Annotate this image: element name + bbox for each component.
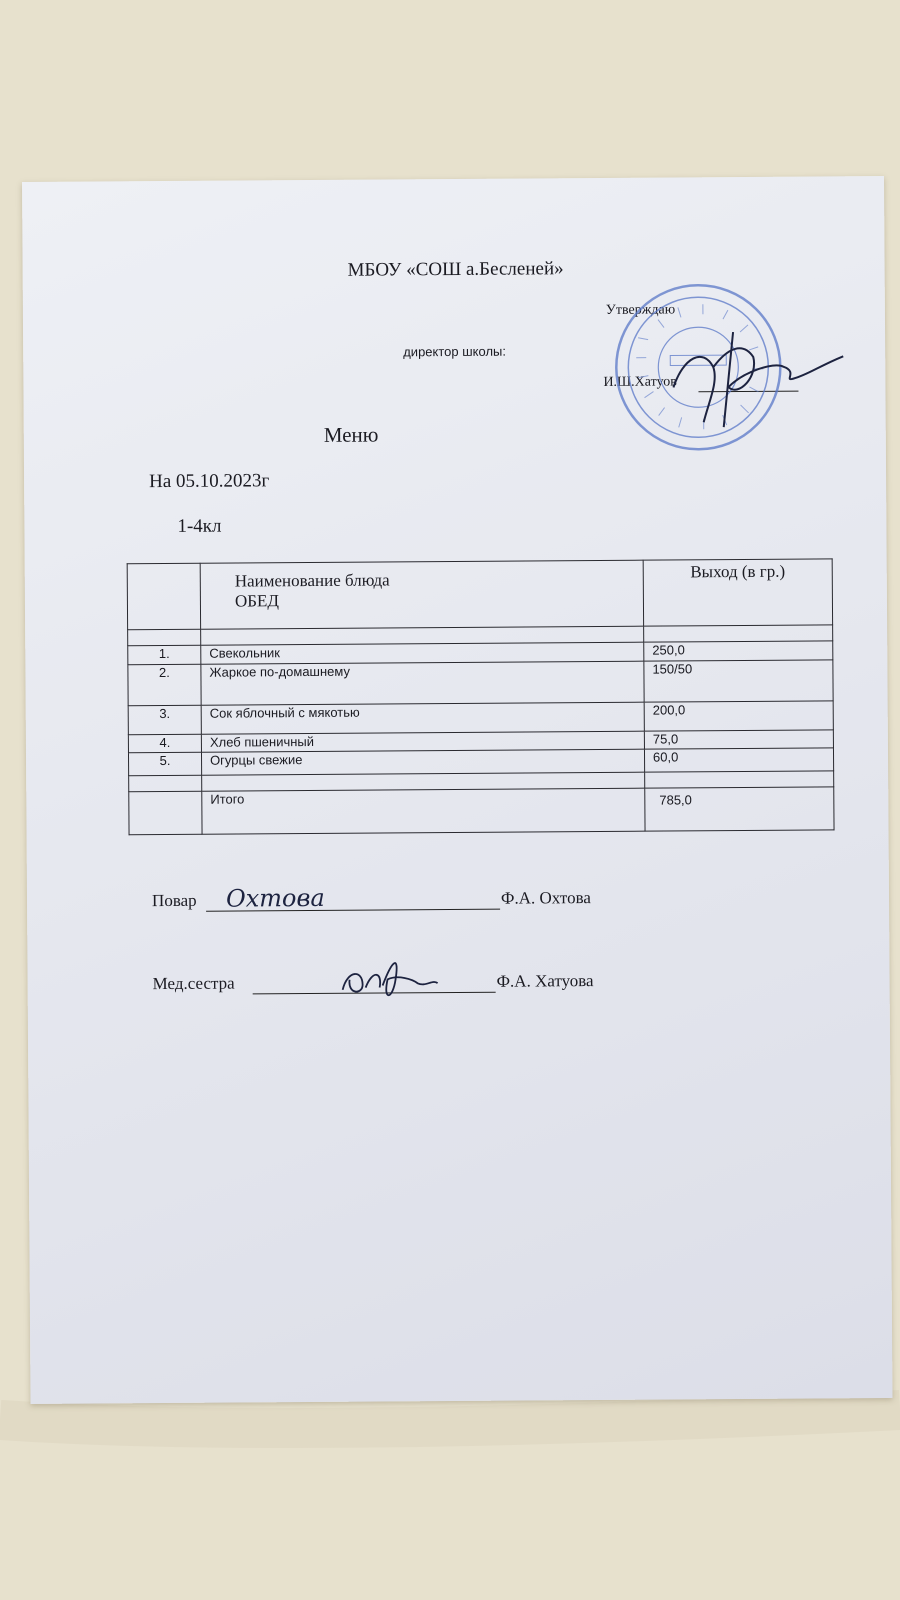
cook-name: Ф.А. Охтова xyxy=(500,888,591,908)
approve-word: Утверждаю xyxy=(605,302,676,318)
row-number: 1. xyxy=(128,645,201,665)
cook-signature xyxy=(222,870,372,915)
dish-name: Огурцы свежие xyxy=(201,749,644,775)
cook-label: Повар xyxy=(151,890,197,911)
meal-type: ОБЕД xyxy=(234,591,280,611)
menu-document xyxy=(22,176,893,1404)
dish-output: 200,0 xyxy=(644,701,833,731)
table-row xyxy=(128,660,833,706)
dish-name: Свекольник xyxy=(201,642,644,664)
menu-date: На 05.10.2023г xyxy=(149,470,270,493)
nurse-label: Мед.сестра xyxy=(152,973,235,994)
dish-output: 60,0 xyxy=(644,748,833,772)
output-column-header: Выход (в гр.) xyxy=(643,559,832,626)
table-total-row xyxy=(129,787,834,835)
dish-name: Хлеб пшеничный xyxy=(201,731,644,752)
row-number: 3. xyxy=(128,705,201,735)
cook-handwriting: Охтова xyxy=(225,883,325,913)
dish-name: Жаркое по-домашнему xyxy=(201,661,644,705)
menu-table xyxy=(127,558,835,835)
total-num-cell xyxy=(129,791,202,835)
row-number: 4. xyxy=(128,734,201,753)
director-title: директор школы: xyxy=(403,343,507,360)
row-number: 5. xyxy=(128,752,201,776)
director-name: И.Ш.Хатуов xyxy=(603,374,677,390)
dish-output: 250,0 xyxy=(644,641,833,661)
grade-range: 1-4кл xyxy=(177,515,222,537)
table-header-row xyxy=(127,559,832,630)
document-title: Меню xyxy=(323,422,379,447)
school-name: МБОУ «СОШ а.Бесленей» xyxy=(347,258,564,281)
row-number: 2. xyxy=(128,664,201,706)
header-num-cell xyxy=(127,563,200,630)
nurse-name: Ф.А. Хатуова xyxy=(496,971,594,991)
dish-name: Сок яблочный с мякотью xyxy=(201,702,644,734)
dish-output: 150/50 xyxy=(644,660,833,702)
total-output: 785,0 xyxy=(645,787,834,831)
dish-column-header: Наименование блюда xyxy=(234,570,390,591)
header-dish-cell xyxy=(200,560,643,629)
director-signature xyxy=(633,326,854,438)
total-label: Итого xyxy=(202,788,645,834)
nurse-signature xyxy=(337,949,447,1005)
dish-output: 75,0 xyxy=(644,730,833,749)
